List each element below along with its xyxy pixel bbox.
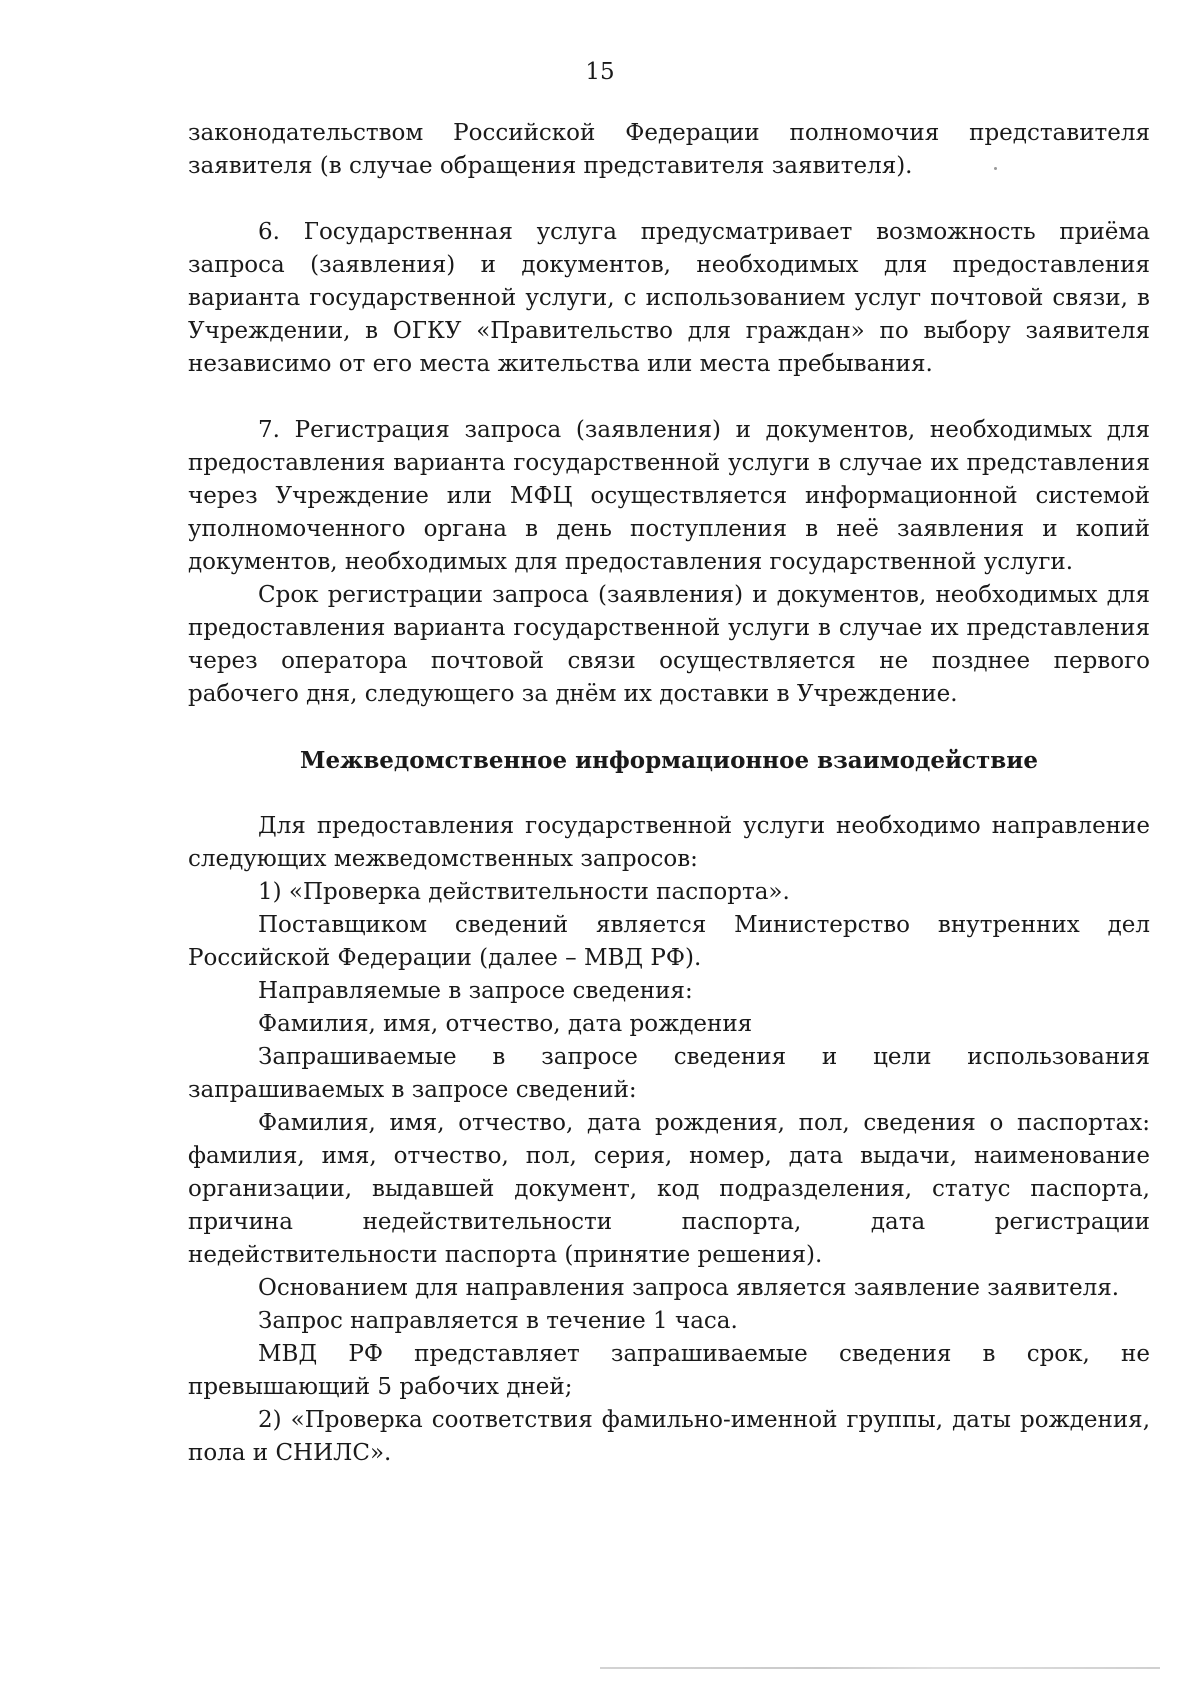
paragraph-requested-data: Фамилия, имя, отчество, дата рождения, пол, сведения о паспортах: фамилия, имя, отчество, пол, серия, номер, дата выдачи, наименование организации, выдавшей документ, код подразделения, статус паспорта, причина недействительности паспорта, дата регистрации недействительности паспорта (принятие решения). xyxy=(188,1110,1150,1268)
paragraph-item-7: 7. Регистрация запроса (заявления) и документов, необходимых для предоставления варианта государственной услуги в случае их представления через Учреждение или МФЦ осуществляется информационной системой уполномоченного органа в день поступления в неё заявления и копий документов, необходимых для предоставления государственной услуги. xyxy=(188,417,1150,575)
paragraph-requested-data-label: Запрашиваемые в запросе сведения и цели использования запрашиваемых в запросе сведений: xyxy=(188,1044,1150,1103)
paragraph-response-deadline: МВД РФ представляет запрашиваемые сведения в срок, не превышающий 5 рабочих дней; xyxy=(188,1341,1150,1400)
paragraph-request-basis: Основанием для направления запроса является заявление заявителя. xyxy=(258,1275,1120,1301)
scan-edge-line xyxy=(600,1667,1160,1669)
paragraph-request-time: Запрос направляется в течение 1 часа. xyxy=(258,1308,738,1334)
paragraph-sent-data: Фамилия, имя, отчество, дата рождения xyxy=(258,1011,753,1037)
paragraph-continuation: законодательством Российской Федерации полномочия представителя заявителя (в случае обращения представителя заявителя). xyxy=(188,120,1150,179)
paragraph-interagency-intro: Для предоставления государственной услуги необходимо направление следующих межведомственных запросов: xyxy=(188,813,1150,872)
document-body xyxy=(188,117,1150,1470)
paragraph-gap xyxy=(188,381,1150,414)
paragraph-gap xyxy=(188,777,1150,810)
paragraph-sent-data-label: Направляемые в запросе сведения: xyxy=(258,978,693,1004)
paragraph-item-6: 6. Государственная услуга предусматривает возможность приёма запроса (заявления) и документов, необходимых для предоставления варианта государственной услуги, с использованием услуг почтовой связи, в Учреждении, в ОГКУ «Правительство для граждан» по выбору заявителя независимо от его места жительства или места пребывания. xyxy=(188,219,1150,377)
paragraph-gap xyxy=(188,183,1150,216)
paragraph-registration-deadline: Срок регистрации запроса (заявления) и документов, необходимых для предоставления варианта государственной услуги в случае их представления через оператора почтовой связи осуществляется не позднее первого рабочего дня, следующего за днём их доставки в Учреждение. xyxy=(188,582,1150,707)
paragraph-provider: Поставщиком сведений является Министерство внутренних дел Российской Федерации (далее – МВД РФ). xyxy=(188,912,1150,971)
request-item-1: 1) «Проверка действительности паспорта». xyxy=(258,879,790,905)
section-heading: Межведомственное информационное взаимодействие xyxy=(300,747,1038,774)
request-item-2: 2) «Проверка соответствия фамильно-именной группы, даты рождения, пола и СНИЛС». xyxy=(188,1407,1150,1466)
page-number: 15 xyxy=(585,59,615,85)
paragraph-gap xyxy=(188,711,1150,744)
